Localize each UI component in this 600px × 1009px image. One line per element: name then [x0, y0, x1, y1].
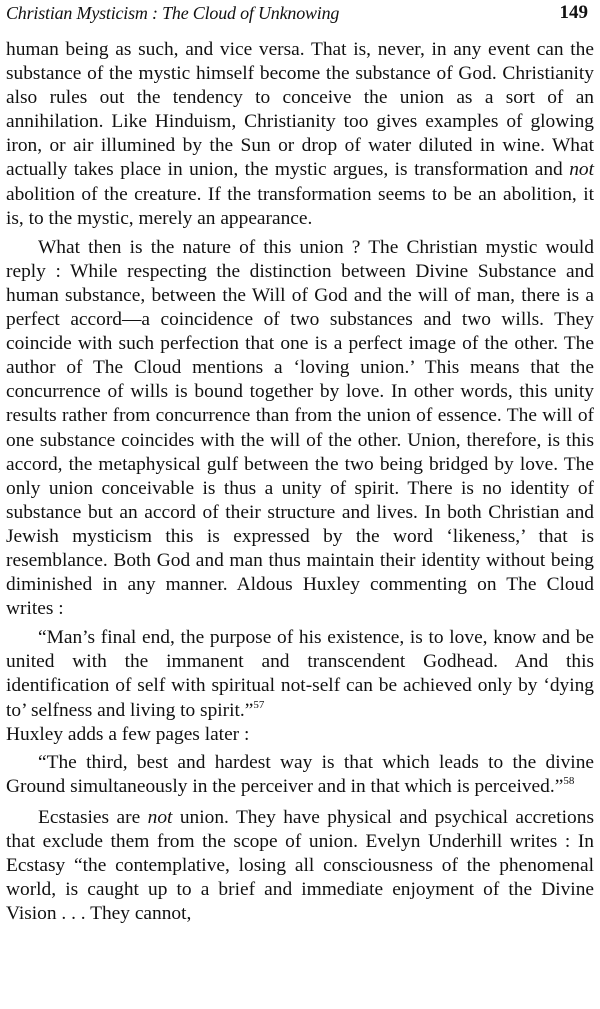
block-quote-2: [6, 751, 594, 799]
block-quote-2-text: “The third, best and hardest way is that which leads to the divine Ground simultaneously in the perceiver and in that which is perceived.”: [6, 751, 594, 797]
running-head: Christian Mysticism : The Cloud of Unknowing: [6, 3, 340, 23]
block-quote-1-text: “Man’s final end, the purpose of his existence, is to love, know and be united with the immanent and transcendent Godhead. And this identification of self with spiritual not-self can be achieved only by ‘dying to’ selfness and living to spirit.”: [6, 627, 594, 721]
bridge-sentence: Huxley adds a few pages later :: [6, 723, 250, 745]
block-quote-1: [6, 626, 594, 746]
paragraph-1: [6, 38, 594, 231]
page-number: 149: [559, 2, 588, 23]
paragraph-2: What then is the nature of this union ? The Christian mystic would reply : While respecting the distinction between Divine Substance and human substance, between the Will of God and the will of man, there is a perfect accord—a coincidence of two substances and two wills. They coincide with such perfection that one is a perfect image of the other. The author of The Cloud mentions a ‘loving union.’ This means that the concurrence of wills is bound together by love. In other words, this unity results rather from concurrence than from the union of essence. The will of one substance coincides with the will of the other. Union, therefore, is this accord, the metaphysical gulf between the two being bridged by love. The only union conceivable is thus a unity of spirit. There is no identity of substance but an accord of their structure and lives. In both Christian and Jewish mysticism this is expressed by the word ‘likeness,’ that is resemblance. Both God and man thus maintain their identity without being diminished in any manner. Aldous Huxley commenting on The Cloud writes :: [6, 236, 594, 620]
footnote-ref-57: 57: [253, 698, 265, 711]
paragraph-1-emphasis: not: [569, 159, 594, 181]
paragraph-1-text-b: abolition of the creature. If the transformation seems to be an abolition, it is, to the mystic, merely an appearance.: [6, 183, 594, 229]
body-text: [6, 38, 594, 931]
paragraph-3-emphasis: not: [147, 806, 173, 828]
paragraph-3-text-b: union. They have physical and psychical accretions that exclude them from the scope of union. Evelyn Underhill writes : In Ecstasy “the contemplative, losing all consciousness of the phenomenal world, is caught up to a brief and immediate enjoyment of the Divine Vision . . . They cannot,: [6, 806, 594, 925]
paragraph-1-text-a: human being as such, and vice versa. That is, never, in any event can the substance of the mystic himself become the substance of God. Christianity also rules out the tendency to conceive the union as a sort of an annihilation. Like Hinduism, Christianity too gives examples of glowing iron, or air illumined by the Sun or drop of water diluted in wine. What actually takes place in union, the mystic argues, is transformation and: [6, 39, 594, 181]
footnote-ref-58: 58: [563, 774, 575, 787]
paragraph-3-text-a: Ecstasies are: [38, 806, 148, 828]
paragraph-3: [6, 806, 594, 926]
